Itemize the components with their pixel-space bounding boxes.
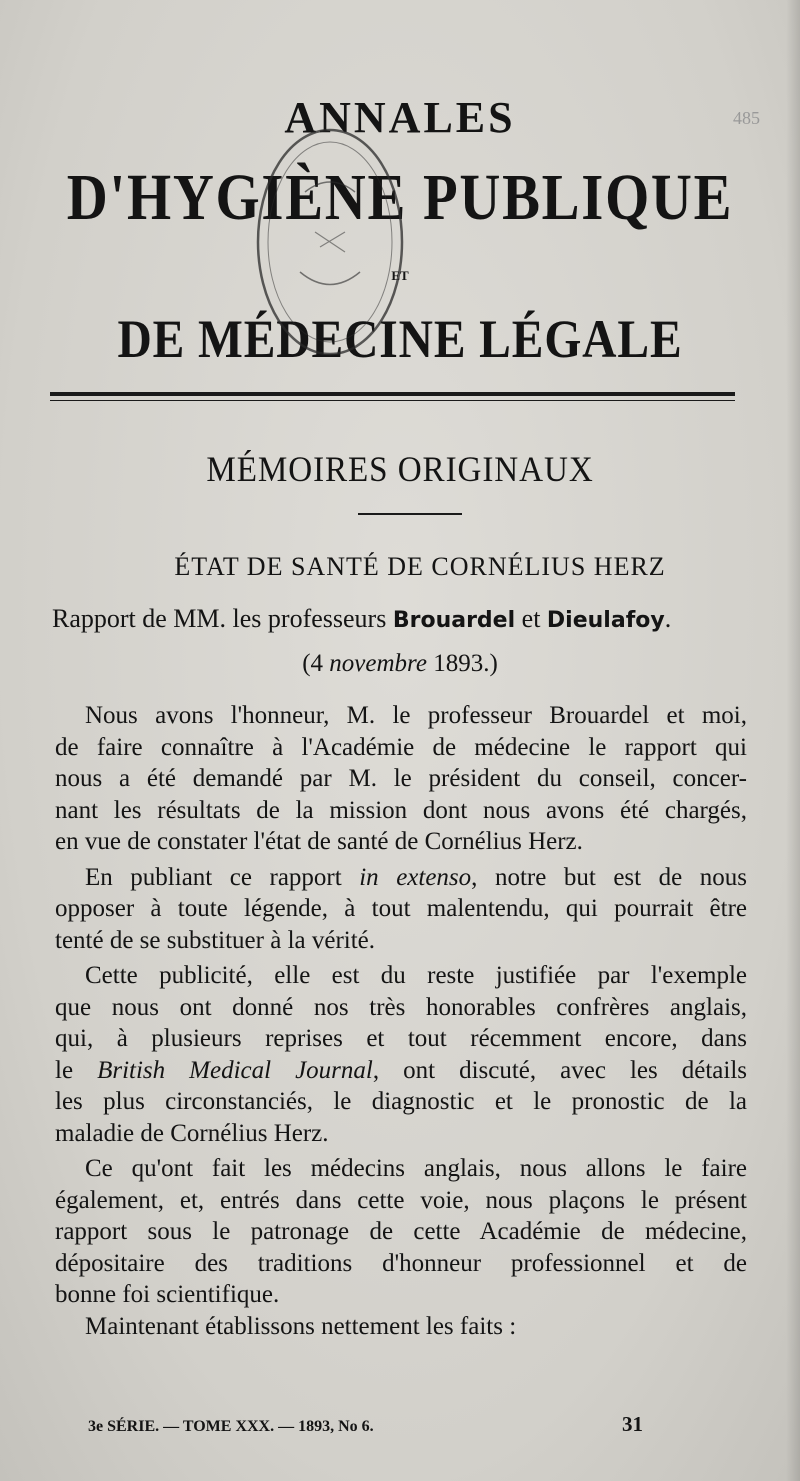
section-rule: [358, 513, 462, 515]
text-line: Nous avons l'honneur, M. le professeur Brouardel et moi,: [85, 702, 747, 729]
paragraph-4: [55, 1153, 747, 1311]
text-line: tenté de se substituer à la vérité.: [55, 926, 376, 954]
journal-title-annales: ANNALES: [284, 93, 516, 142]
paragraph-3: [55, 960, 747, 1149]
author-dieulafoy: Dieulafoy: [546, 608, 665, 633]
journal-title-connector: ET: [391, 268, 409, 283]
header-rule-thick: [50, 392, 735, 396]
text-line: dépositaire des traditions d'honneur professionnel et de: [55, 1249, 747, 1277]
text-line: Ce qu'ont fait les médecins anglais, nous allons le faire: [85, 1155, 747, 1182]
text-line: les plus circonstanciés, le diagnostic et le pronostic de la: [55, 1088, 747, 1115]
text-line: le British Medical Journal, ont discuté, avec les détails: [55, 1056, 747, 1084]
paragraph-5: [55, 1311, 747, 1343]
body-text: [55, 700, 747, 1342]
text-line: rapport sous le patronage de cette Académie de médecine,: [55, 1218, 747, 1245]
section-title: MÉMOIRES ORIGINAUX: [206, 449, 594, 489]
library-stamp-icon: [245, 122, 415, 362]
text-line: En publiant ce rapport in extenso, notre but est de nous: [85, 863, 747, 891]
text-line: également, et, entrés dans cette voie, nous plaçons le présent: [55, 1186, 747, 1214]
paragraph-2: [55, 862, 747, 957]
text-line: nant les résultats de la mission dont nous avons été chargés,: [55, 796, 747, 824]
text-line: nous a été demandé par M. le président du conseil, concer-: [55, 765, 747, 792]
paragraph-1: [55, 700, 747, 858]
journal-title-medecine: DE MÉDECINE LÉGALE: [117, 309, 683, 369]
journal-title-hygiene: D'HYGIÈNE PUBLIQUE: [66, 161, 734, 234]
text-line: maladie de Cornélius Herz.: [55, 1119, 329, 1147]
text-line: Maintenant établissons nettement les faits :: [85, 1312, 517, 1340]
text-line: Cette publicité, elle est du reste justifiée par l'exemple: [85, 962, 747, 989]
text-line: bonne foi scientifique.: [55, 1281, 280, 1308]
header-rule-thin: [50, 400, 735, 401]
article-authors: Rapport de MM. les professeurs Brouardel et Dieulafoy.: [52, 604, 672, 633]
text-line: de faire connaître à l'Académie de médecine le rapport qui: [55, 733, 747, 761]
footer-signature: 31: [622, 1412, 643, 1436]
text-line: opposer à toute légende, à tout malentendu, qui pourrait être: [55, 895, 747, 922]
page-marker: 485: [733, 108, 760, 128]
author-brouardel: Brouardel: [392, 608, 516, 633]
article-title: ÉTAT DE SANTÉ DE CORNÉLIUS HERZ: [174, 552, 666, 581]
text-line: en vue de constater l'état de santé de Cornélius Herz.: [55, 828, 583, 855]
text-line: qui, à plusieurs reprises et tout récemment encore, dans: [55, 1025, 747, 1052]
footer-series: 3e SÉRIE. — TOME XXX. — 1893, No 6.: [88, 1418, 374, 1435]
text-line: que nous ont donné nos très honorables confrères anglais,: [55, 993, 747, 1021]
article-date: (4 novembre 1893.): [302, 650, 498, 677]
